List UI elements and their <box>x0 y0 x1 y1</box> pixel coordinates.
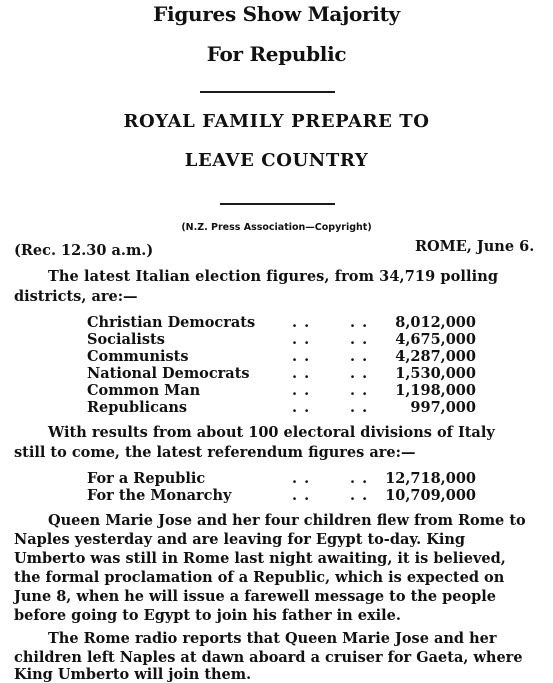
paragraph-3-line-5: June 8, when he will issue a farewell message to the people <box>14 588 497 605</box>
paragraph-4-line-3: King Umberto will join them. <box>14 666 252 683</box>
vote-count: 10,709,000 <box>385 487 476 504</box>
party-name: National Democrats <box>87 365 250 382</box>
vote-count: 8,012,000 <box>395 314 476 331</box>
figure-row <box>0 348 553 365</box>
paragraph-1-line-2: districts, are:— <box>14 288 138 305</box>
paragraph-2-line-2: still to come, the latest referendum figures are:— <box>14 444 416 461</box>
paragraph-3-line-3: Umberto was still in Rome last night awaiting, it is believed, <box>14 550 506 567</box>
headline-line-1: Figures Show Majority <box>153 2 400 26</box>
paragraph-4-line-2: children left Naples at dawn aboard a cruiser for Gaeta, where <box>14 649 523 666</box>
figure-row <box>0 365 553 382</box>
paragraph-3-line-1: Queen Marie Jose and her four children flew from Rome to <box>48 512 526 529</box>
figure-row <box>0 331 553 348</box>
paragraph-1-line-1: The latest Italian election figures, from 34,719 polling <box>48 268 499 285</box>
dateline-place: ROME, June 6. <box>415 238 535 255</box>
leader-dots: . . <box>350 399 369 416</box>
leader-dots: . . <box>350 365 369 382</box>
vote-count: 1,198,000 <box>395 382 476 399</box>
copyright-credit: (N.Z. Press Association—Copyright) <box>181 222 372 233</box>
headline-rule <box>200 91 335 93</box>
dateline-received: (Rec. 12.30 a.m.) <box>14 242 154 259</box>
party-name: Socialists <box>87 331 165 348</box>
figure-row <box>0 382 553 399</box>
leader-dots: . . <box>292 348 311 365</box>
leader-dots: . . <box>350 487 369 504</box>
referendum-row <box>0 470 553 487</box>
subhead-rule <box>220 203 335 205</box>
leader-dots: . . <box>350 470 369 487</box>
referendum-row <box>0 487 553 504</box>
leader-dots: . . <box>292 331 311 348</box>
paragraph-3-line-4: the formal proclamation of a Republic, which is expected on <box>14 569 505 586</box>
subhead-line-1: ROYAL FAMILY PREPARE TO <box>123 111 430 132</box>
vote-count: 12,718,000 <box>385 470 476 487</box>
leader-dots: . . <box>292 314 311 331</box>
leader-dots: . . <box>292 365 311 382</box>
leader-dots: . . <box>350 314 369 331</box>
referendum-option: For a Republic <box>87 470 206 487</box>
headline-line-2: For Republic <box>206 42 347 66</box>
vote-count: 997,000 <box>410 399 476 416</box>
leader-dots: . . <box>292 470 311 487</box>
paragraph-3-line-6: before going to Egypt to join his father in exile. <box>14 607 401 624</box>
party-name: Republicans <box>87 399 188 416</box>
figure-row <box>0 314 553 331</box>
paragraph-2-line-1: With results from about 100 electoral divisions of Italy <box>48 424 495 441</box>
party-name: Common Man <box>87 382 201 399</box>
figure-row <box>0 399 553 416</box>
vote-count: 1,530,000 <box>395 365 476 382</box>
leader-dots: . . <box>292 487 311 504</box>
referendum-option: For the Monarchy <box>87 487 232 504</box>
leader-dots: . . <box>292 399 311 416</box>
vote-count: 4,675,000 <box>395 331 476 348</box>
paragraph-4-line-1: The Rome radio reports that Queen Marie Jose and her <box>48 630 497 647</box>
party-name: Christian Democrats <box>87 314 256 331</box>
leader-dots: . . <box>350 331 369 348</box>
leader-dots: . . <box>350 382 369 399</box>
leader-dots: . . <box>350 348 369 365</box>
party-name: Communists <box>87 348 189 365</box>
paragraph-3-line-2: Naples yesterday and are leaving for Egypt to-day. King <box>14 531 466 548</box>
leader-dots: . . <box>292 382 311 399</box>
subhead-line-2: LEAVE COUNTRY <box>184 150 369 171</box>
vote-count: 4,287,000 <box>395 348 476 365</box>
